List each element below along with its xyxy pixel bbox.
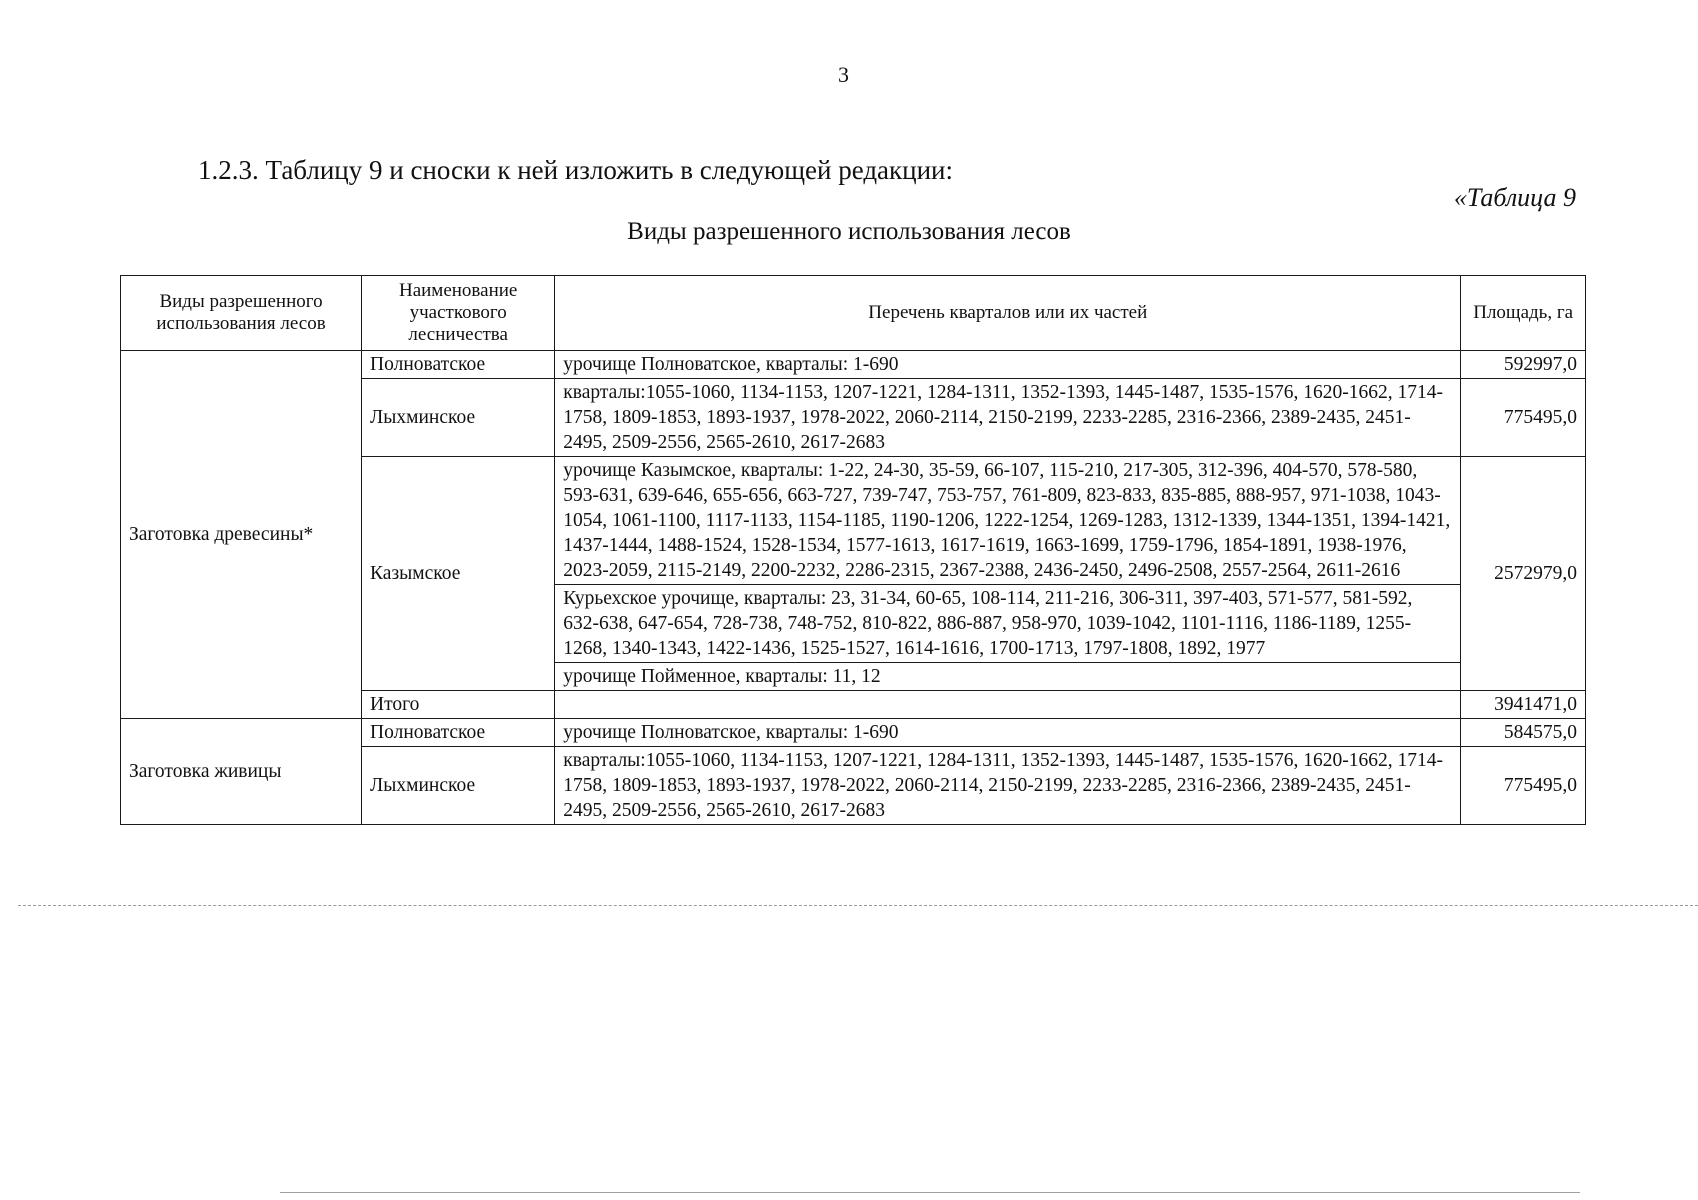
table-label: «Таблица 9: [1453, 183, 1576, 212]
area-cell: 775495,0: [1461, 379, 1586, 457]
forestry-cell: Полноватское: [362, 719, 555, 747]
total-quarters-empty: [555, 691, 1461, 719]
forestry-cell: Лыхминское: [362, 747, 555, 825]
table-row: [121, 719, 1586, 747]
total-label: Итого: [362, 691, 555, 719]
bottom-rule: [280, 1192, 1580, 1193]
header-quarters: Перечень кварталов или их частей: [555, 276, 1461, 351]
use-type-cell: Заготовка древесины*: [121, 351, 362, 719]
quarters-cell: урочище Полноватское, кварталы: 1-690: [555, 351, 1461, 379]
area-cell: 592997,0: [1461, 351, 1586, 379]
table-title: [0, 218, 1698, 246]
header-use-type: Виды разрешенного использования лесов: [121, 276, 362, 351]
quarters-cell: урочище Пойменное, кварталы: 11, 12: [555, 663, 1461, 691]
forestry-cell: Полноватское: [362, 351, 555, 379]
quarters-cell: кварталы:1055-1060, 1134-1153, 1207-1221, 1284-1311, 1352-1393, 1445-1487, 1535-1576, 1620-1662, 1714-1758, 1809-1853, 1893-1937, 1978-2022, 2060-2114, 2150-2199, 2233-2285, 2316-2366, 2389-2435, 2451-2495, 2509-2556, 2565-2610, 2617-2683: [555, 379, 1461, 457]
total-area: 3941471,0: [1461, 691, 1586, 719]
area-cell: 775495,0: [1461, 747, 1586, 825]
section-heading: 1.2.3. Таблицу 9 и сноски к ней изложить в следующей редакции:: [198, 155, 954, 185]
table-title-text: Виды разрешенного использования лесов: [627, 218, 1071, 245]
quarters-cell: кварталы:1055-1060, 1134-1153, 1207-1221, 1284-1311, 1352-1393, 1445-1487, 1535-1576, 1620-1662, 1714-1758, 1809-1853, 1893-1937, 1978-2022, 2060-2114, 2150-2199, 2233-2285, 2316-2366, 2389-2435, 2451-2495, 2509-2556, 2565-2610, 2617-2683: [555, 747, 1461, 825]
forestry-cell: Лыхминское: [362, 379, 555, 457]
table-row: [121, 351, 1586, 379]
quarters-cell: урочище Полноватское, кварталы: 1-690: [555, 719, 1461, 747]
use-type-cell: Заготовка живицы: [121, 719, 362, 825]
quarters-cell: урочище Казымское, кварталы: 1-22, 24-30, 35-59, 66-107, 115-210, 217-305, 312-396, 404-570, 578-580, 593-631, 639-646, 655-656, 663-727, 739-747, 753-757, 761-809, 823-833, 835-885, 888-957, 971-1038, 1043-1054, 1061-1100, 1117-1133, 1154-1185, 1190-1206, 1222-1254, 1269-1283, 1312-1339, 1344-1351, 1394-1421, 1437-1444, 1488-1524, 1528-1534, 1577-1613, 1617-1619, 1663-1699, 1759-1796, 1854-1891, 1938-1976, 2023-2059, 2115-2149, 2200-2232, 2286-2315, 2367-2388, 2436-2450, 2496-2508, 2557-2564, 2611-2616: [555, 457, 1461, 585]
quarters-cell: Курьехское урочище, кварталы: 23, 31-34, 60-65, 108-114, 211-216, 306-311, 397-403, 571-577, 581-592, 632-638, 647-654, 728-738, 748-752, 810-822, 886-887, 958-970, 1039-1042, 1101-1116, 1186-1189, 1255-1268, 1340-1343, 1422-1436, 1525-1527, 1614-1616, 1700-1713, 1797-1808, 1892, 1977: [555, 585, 1461, 663]
header-forestry: Наименование участкового лесничества: [362, 276, 555, 351]
page-number: 3: [838, 62, 849, 87]
page-fold-divider: [18, 905, 1698, 906]
area-cell: 584575,0: [1461, 719, 1586, 747]
header-area: Площадь, га: [1461, 276, 1586, 351]
table-header-row: [121, 276, 1586, 351]
forestry-cell: Казымское: [362, 457, 555, 691]
forest-use-table: [120, 275, 1586, 825]
area-cell: 2572979,0: [1461, 457, 1586, 691]
